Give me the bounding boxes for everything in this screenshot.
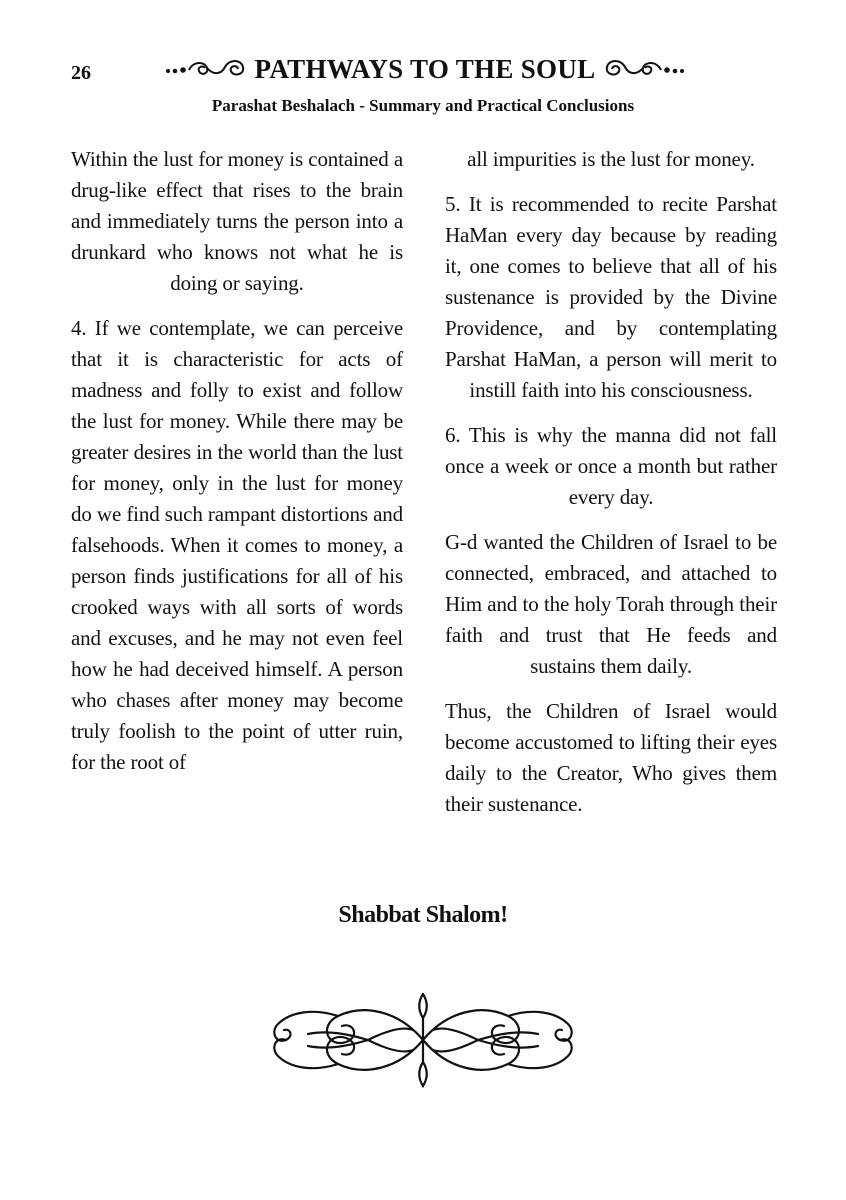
paragraph: G-d wanted the Children of Israel to be connected, embraced, and attached to Him and to the holy Torah through their faith and trust that He feeds and sustains them daily. xyxy=(445,530,777,678)
paragraph: 5. It is recommended to recite Parshat HaMan every day because by reading it, one comes to believe that all of his sustenance is provided by the Divine Providence, and by contemplating Parshat HaMan, a person will merit to instill faith into his consciousness. xyxy=(445,192,777,402)
right-column xyxy=(445,144,777,834)
page-subtitle: Parashat Beshalach - Summary and Practical Conclusions xyxy=(211,96,635,115)
ornamental-divider-icon xyxy=(268,990,578,1095)
paragraph: Thus, the Children of Israel would become accustomed to lifting their eyes daily to the Creator, Who gives them their sustenance. xyxy=(445,699,777,816)
paragraph: 6. This is why the manna did not fall once a week or once a month but rather every day. xyxy=(445,423,777,509)
header-title: PATHWAYS TO THE SOUL xyxy=(254,53,596,84)
flourish-left-icon xyxy=(163,55,249,84)
running-header xyxy=(130,52,720,86)
page-number: 26 xyxy=(71,62,91,84)
paragraph: Within the lust for money is contained a drug-like effect that rises to the brain and immediately turns the person into a drunkard who knows not what he is doing or saying. xyxy=(71,147,403,295)
paragraph: all impurities is the lust for money. xyxy=(467,147,755,171)
paragraph: 4. If we contemplate, we can perceive that it is characteristic for acts of madness and folly to exist and follow the lust for money. While there may be greater desires in the world than the lust for money, only in the lust for money do we find such rampant distortions and falsehoods. When it comes to money, a person finds justifications for all of his crooked ways with all sorts of words and excuses, and he may not even feel how he had deceived himself. A person who chases after money may become truly foolish to the point of utter ruin, for the root of xyxy=(71,316,403,774)
flourish-right-icon xyxy=(601,55,687,84)
left-column xyxy=(71,144,403,792)
closing-greeting: Shabbat Shalom! xyxy=(338,902,508,928)
